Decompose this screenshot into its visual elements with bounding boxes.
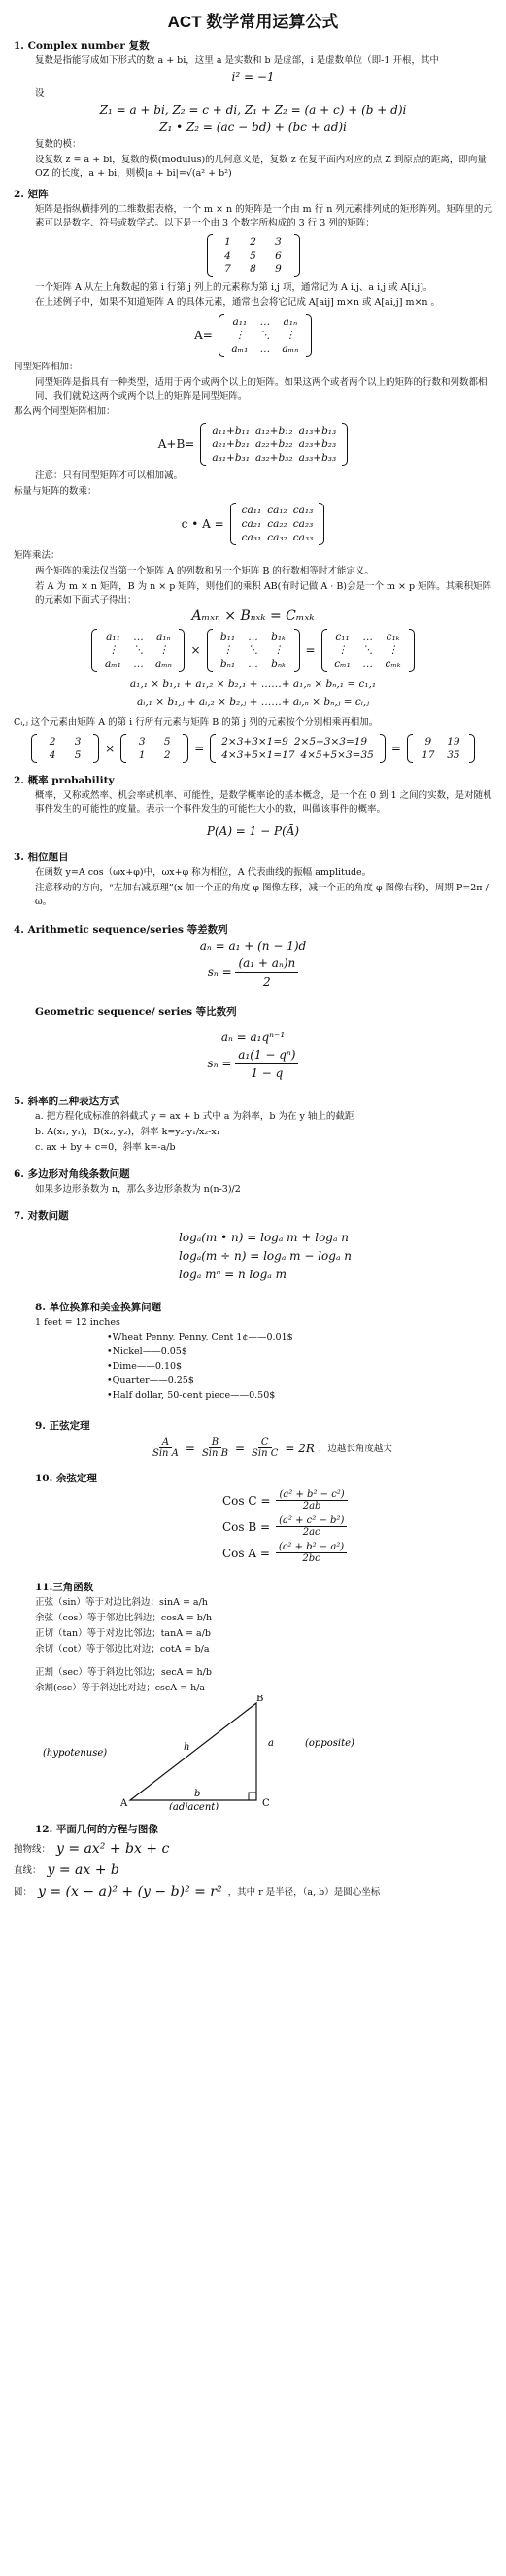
eq-cij: aᵢ,₁ × b₁,ⱼ + aᵢ,₂ × b₂,ⱼ + ……+ aᵢ,ₙ × bₙ,ⱼ = cᵢ,ⱼ — [136, 696, 370, 708]
matrix-cell: 3 — [275, 236, 282, 248]
sines-b: B — [209, 1437, 221, 1448]
sines-a: A — [159, 1437, 172, 1448]
eq-geo-sn — [14, 1046, 492, 1082]
equals-symbol-2: = — [194, 742, 205, 755]
sines-sin-b: Sin B — [201, 1448, 228, 1459]
bracket-right — [342, 423, 348, 466]
times-symbol-2: × — [105, 742, 116, 755]
money-item: •Half dollar, 50-cent piece——0.50$ — [107, 1390, 276, 1401]
matrix-cell: ⋮ — [337, 644, 348, 656]
section-probability-heading: 2. 概率 probability — [14, 775, 115, 786]
matrix-row — [100, 657, 176, 671]
matrix-cell: … — [259, 316, 271, 328]
arith-sn-den: 2 — [263, 975, 271, 989]
vertex-c: C — [262, 1798, 270, 1809]
equals-symbol-3: = — [390, 742, 401, 755]
matrix-cell: ⋱ — [133, 644, 144, 656]
matrix-cell: 2 — [163, 749, 171, 761]
matrix-mult-text1: 两个矩阵的乘法仅当第一个矩阵 A 的列数和另一个矩阵 B 的行数相等时才能定义。 — [35, 566, 374, 576]
matrix-row — [227, 342, 303, 356]
matrix-cell: 3 — [138, 736, 146, 748]
cos-c-label: Cos C = — [222, 1493, 271, 1508]
example-right — [120, 734, 188, 763]
matrix-cell: 9 — [424, 736, 432, 748]
matrix-cell: 19 — [447, 736, 460, 748]
circle-label: 圆： — [14, 1887, 33, 1897]
matrix-row — [227, 315, 303, 329]
matrix-cell: ⋮ — [273, 644, 284, 656]
section-geometric-heading: Geometric sequence/ series 等比数列 — [35, 1006, 237, 1018]
matrix-cell: c₁ₖ — [386, 631, 400, 643]
matrix-cell: 4×3+5×1=17 — [221, 749, 295, 761]
side-b: b — [194, 1789, 201, 1799]
matrix-mult-text2: 若 A 为 m × n 矩阵，B 为 n × p 矩阵，则他们的乘积 AB(有时记做 A · B)会是一个 m × p 矩阵。其乘积矩阵的元素如下面式子得出： — [35, 581, 492, 606]
matrix-cell: 2×3+3×1=9 — [221, 736, 288, 748]
bracket-right — [294, 629, 300, 672]
eq-parabola: y = ax² + bx + c — [56, 1841, 170, 1857]
matrix-ab-label: A+B= — [157, 437, 195, 451]
eq-arith-sn — [14, 955, 492, 991]
matrix-mult-title: 矩阵乘法： — [14, 550, 60, 561]
section-trig-heading: 11.三角函数 — [35, 1582, 94, 1593]
example-left — [31, 734, 99, 763]
trig-cot: 余切（cot）等于邻边比对边；cotA = b/a — [35, 1644, 210, 1654]
times-symbol: × — [190, 644, 201, 657]
probability-text: 概率，又称或然率、机会率或机率、可能性，是数学概率论的基本概念，是一个在 0 到 1 之间的实数，是对随机事件发生的可能性的度量。表示一个事件发生的可能性大小的数，叫做该事件的概率。 — [35, 790, 492, 815]
matrix-a-general — [14, 314, 492, 357]
matrix-cell: … — [362, 658, 373, 670]
matrix-cell: 7 — [224, 263, 231, 275]
bracket-right — [469, 734, 475, 763]
matrix-cell: a₁ₙ — [283, 316, 298, 328]
sines-c: C — [258, 1437, 272, 1448]
equals-symbol: = — [305, 644, 316, 657]
sines-2r: = 2R — [285, 1441, 315, 1455]
matrix-cell: ⋱ — [362, 644, 373, 656]
matrix-row — [219, 735, 377, 748]
cos-b-label: Cos B = — [222, 1519, 271, 1534]
matrix-row — [100, 644, 176, 657]
eq-sign: = — [234, 1441, 246, 1455]
section-polygon-heading: 6. 多边形对角线条数问题 — [14, 1168, 130, 1180]
matrix-body — [126, 734, 183, 763]
matrix-cell: 17 — [422, 749, 435, 761]
eq-sign: = — [185, 1441, 195, 1455]
matrix-cell: cₘₖ — [385, 658, 401, 670]
circle-note: ，其中 r 是半径，（a, b）是圆心坐标 — [227, 1887, 381, 1897]
bracket-right — [409, 629, 415, 672]
log-equations — [14, 1229, 492, 1284]
geo-sn-den: 1 − q — [251, 1066, 284, 1080]
matrix-numeric-example — [14, 734, 492, 763]
geo-sn-frac — [235, 1046, 298, 1082]
matrix-ca-label: c • A = — [181, 517, 224, 531]
matrix-cell: 2 — [250, 236, 256, 248]
matrix-cell: bₙₖ — [271, 658, 286, 670]
matrix-a-label: A= — [194, 329, 213, 342]
matrix-row — [416, 735, 466, 748]
money-item: •Nickel——0.05$ — [107, 1346, 187, 1357]
eq-parabola-row — [14, 1840, 492, 1858]
matrix-cell: 35 — [447, 749, 460, 761]
slope-c: c. ax + by + c=0，斜率 k=-a/b — [35, 1142, 176, 1153]
matrix-body — [97, 629, 179, 672]
vertex-b: B — [256, 1695, 264, 1704]
example-mid — [210, 734, 386, 763]
matrix-row — [219, 748, 377, 762]
matrix-cell: ca₃₂ — [267, 532, 287, 543]
section-geometry-heading: 12. 平面几何的方程与图像 — [35, 1824, 158, 1835]
matrix-product-general — [14, 629, 492, 672]
bracket-right — [294, 234, 300, 277]
matrix-a — [219, 314, 312, 357]
matrix-row — [129, 735, 180, 748]
label-opposite: (opposite) — [305, 1738, 354, 1749]
matrix-cell: ⋱ — [259, 330, 271, 341]
matrix-row — [216, 235, 291, 249]
bracket-right — [319, 503, 324, 545]
matrix-row — [100, 630, 176, 644]
matrix-row — [216, 249, 291, 262]
matrix-cell: aₘ₁ — [104, 658, 121, 670]
eq-line: y = ax + b — [47, 1862, 119, 1878]
matrix-notation-text: 在上述例子中，如果不知道矩阵 A 的具体元素，通常也会将它记成 A[aij] m×n 或 A[ai,j] m×n 。 — [35, 297, 441, 308]
matrix-cell: 6 — [275, 250, 282, 261]
matrix-body — [224, 314, 306, 357]
matrix-product-right — [321, 629, 415, 672]
eq-cos-c — [222, 1489, 492, 1512]
eq-geo-an: aₙ = a₁qⁿ⁻¹ — [220, 1030, 286, 1044]
matrix-row — [216, 644, 291, 657]
matrix-a-plus-b — [14, 423, 492, 466]
line-label: 直线： — [14, 1865, 42, 1876]
slope-a: a. 把方程化成标准的斜截式 y = ax + b 式中 a 为斜率，b 为在 y 轴上的截距 — [35, 1111, 354, 1122]
matrix-cell: 1 — [224, 236, 231, 248]
cos-b-den: 2ac — [302, 1527, 320, 1538]
matrix-cell: … — [248, 658, 258, 670]
matrix-cell: 5 — [74, 749, 82, 761]
matrix-cell: a₁₁ — [106, 631, 120, 643]
eq-log-product: logₐ(m • n) = logₐ m + logₐ n — [179, 1231, 350, 1244]
matrix-cell: 2 — [49, 736, 56, 748]
matrix-cell: b₁ₖ — [271, 631, 286, 643]
complex-let: 设 — [35, 88, 45, 99]
bracket-right — [183, 734, 188, 763]
bracket-right — [93, 734, 99, 763]
matrix-body — [213, 629, 294, 672]
matrix-123 — [14, 234, 492, 277]
matrix-cell: a₃₃+b₃₃ — [298, 452, 337, 464]
trig-csc: 余割(csc）等于斜边比对边；cscA = h/a — [35, 1683, 206, 1693]
matrix-body — [236, 503, 320, 545]
matrix-body — [413, 734, 469, 763]
matrix-cell: ⋮ — [388, 644, 398, 656]
money-list — [14, 1330, 492, 1403]
section-arithmetic-heading: 4. Arithmetic sequence/series 等差数列 — [14, 924, 228, 936]
matrix-cell: a₁₁ — [232, 316, 248, 328]
matrix-body — [216, 734, 380, 763]
trig-list — [14, 1596, 492, 1656]
matrix-cell: a₂₂+b₂₂ — [254, 438, 293, 450]
matrix-row — [330, 657, 406, 671]
matrix-product-left — [91, 629, 185, 672]
units-feet: 1 feet = 12 inches — [35, 1317, 120, 1328]
matrix-cell: 4 — [224, 250, 231, 261]
side-a: a — [268, 1738, 274, 1749]
matrix-cell: 2×5+3×3=19 — [293, 736, 368, 748]
money-item: •Dime——0.10$ — [107, 1361, 183, 1372]
cos-a-den: 2bc — [302, 1553, 320, 1564]
example-result — [407, 734, 475, 763]
matrix-cell: ⋱ — [248, 644, 258, 656]
complex-intro: 复数是指能写成如下形式的数 a + bi，这里 a 是实数和 b 是虚部，i 是虚数单位（即-1 开根，其中 — [35, 55, 439, 66]
matrix-intro: 矩阵是指纵横排列的二维数据表格，一个 m × n 的矩阵是一个由 m 行 n 列元素排列成的矩形阵列。矩阵里的元素可以是数字、符号或数学式。以下是一个由 3 个数字所构成的 3 行 3 列的矩阵： — [35, 204, 492, 228]
matrix-cell: ca₃₃ — [292, 532, 314, 543]
matrix-body — [213, 234, 294, 277]
matrix-same-type-title: 同型矩阵相加： — [14, 362, 79, 372]
bracket-right — [179, 629, 185, 672]
matrix-body — [37, 734, 93, 763]
trig-tan: 正切（tan）等于对边比邻边；tanA = a/b — [35, 1628, 212, 1639]
matrix-cell: ca₂₂ — [267, 518, 287, 530]
matrix-cell: a₁₂+b₁₂ — [254, 425, 293, 436]
slope-b: b. A(x₁, y₁)，B(x₂, y₂)，斜率 k=y₂-y₁/x₂-x₁ — [35, 1127, 220, 1137]
polygon-text: 如果多边形条数为 n，那么多边形条数为 n(n-3)/2 — [35, 1184, 241, 1195]
matrix-cell: ⋮ — [285, 330, 296, 341]
cos-a-frac — [276, 1542, 347, 1564]
matrix-cell: aₘₙ — [154, 658, 172, 670]
matrix-cell: ca₁₂ — [267, 505, 287, 516]
eq-arith-an: aₙ = a₁ + (n − 1)d — [199, 939, 307, 953]
matrix-cell: ⋮ — [234, 330, 246, 341]
sines-sin-a: Sin A — [152, 1448, 179, 1459]
matrix-cell: aₘ₁ — [231, 343, 249, 355]
matrix-same-type-text: 同型矩阵是指具有一种类型，适用于两个或两个以上的矩阵。如果这两个或者两个以上的矩阵的行数和列数都相同，我们就说这两个或两个以上的矩阵是同型矩阵。 — [35, 377, 488, 401]
right-angle-mark — [249, 1793, 256, 1800]
matrix-cell: 4×5+5×3=35 — [300, 749, 374, 761]
sines-sin-c: Sin C — [252, 1448, 279, 1459]
sines-frac-c — [249, 1437, 281, 1459]
matrix-cell: 9 — [275, 263, 282, 275]
matrix-cell: … — [133, 658, 144, 670]
eq-cos-a — [222, 1542, 492, 1564]
label-adjacent: (adjacent) — [169, 1802, 219, 1810]
matrix-row — [239, 504, 317, 517]
matrix-row — [40, 748, 90, 762]
section-matrix-heading: 2. 矩阵 — [14, 189, 49, 200]
money-item: •Wheat Penny, Penny, Cent 1¢——0.01$ — [107, 1332, 293, 1342]
matrix-cell: 3 — [74, 736, 82, 748]
matrix-cell: … — [259, 343, 271, 355]
trig-list-2 — [14, 1666, 492, 1695]
page-title: ACT 数学常用运算公式 — [167, 13, 339, 31]
complex-modulus-title: 复数的模： — [35, 139, 82, 150]
matrix-ca — [230, 503, 325, 545]
matrix-cell: a₃₁+b₃₁ — [212, 452, 250, 464]
eq-log-power: logₐ mⁿ = n logₐ m — [179, 1268, 287, 1281]
matrix-cell: 1 — [138, 749, 146, 761]
matrix-row — [330, 630, 406, 644]
trig-sec: 正割（sec）等于斜边比邻边；secA = h/b — [35, 1667, 212, 1678]
matrix-cell: c₁₁ — [335, 631, 350, 643]
cos-b-frac — [276, 1515, 347, 1538]
matrix-cell: … — [133, 631, 144, 643]
phase-text1: 在函数 y=A cos（ωx+φ)中，ωx+φ 称为相位，A 代表曲线的振幅 amplitude。 — [35, 867, 372, 878]
matrix-element-text: 一个矩阵 A 从左上角数起的第 i 行第 j 列上的元素称为第 i,j 项，通常记为 A i,j、a i,j 或 A[i,j]。 — [35, 282, 433, 293]
arith-sn-frac — [235, 955, 298, 991]
section-units-heading: 8. 单位换算和美金换算问题 — [35, 1302, 162, 1313]
matrix-cell: ca₂₃ — [292, 518, 314, 530]
matrix-add-title: 那么两个同型矩阵相加： — [14, 406, 116, 417]
phase-text2: 注意移动的方向，“左加右减原理”(x 加一个正的角度 φ 图像左移，减一个正的角度 φ 图像右移)，周期 P=2π / ω。 — [35, 883, 489, 907]
matrix-cell: ⋮ — [108, 644, 118, 656]
matrix-row — [209, 437, 339, 451]
matrix-row — [209, 451, 339, 465]
eq-log-quotient: logₐ(m ÷ n) = logₐ m − logₐ n — [179, 1249, 353, 1263]
eq-circle: y = (x − a)² + (y − b)² = r² — [38, 1884, 222, 1899]
matrix-cell: b₁₁ — [219, 631, 236, 643]
bracket-right — [380, 734, 386, 763]
matrix-cell: ca₁₁ — [241, 505, 262, 516]
matrix-row — [330, 644, 406, 657]
arith-sn-lhs: sₙ = — [207, 965, 232, 979]
cos-a-num: (c² + b² − a²) — [276, 1542, 347, 1553]
matrix-cell: ca₁₃ — [292, 505, 314, 516]
section-log-heading: 7. 对数问题 — [14, 1210, 69, 1222]
side-h: h — [184, 1742, 190, 1753]
matrix-cell: 4 — [49, 749, 56, 761]
matrix-cell: ⋮ — [158, 644, 169, 656]
eq-circle-row — [14, 1883, 492, 1900]
matrix-product-mid — [207, 629, 300, 672]
cos-c-den: 2ab — [302, 1501, 321, 1512]
sines-frac-a — [150, 1437, 182, 1459]
matrix-row — [209, 424, 339, 437]
matrix-cell: a₁₁+b₁₁ — [212, 425, 250, 436]
right-triangle-diagram — [14, 1695, 492, 1810]
matrix-cell: … — [248, 631, 258, 643]
triangle-svg — [14, 1695, 492, 1810]
matrix-row — [239, 531, 317, 544]
matrix-row — [239, 517, 317, 531]
geo-sn-lhs: sₙ = — [207, 1057, 232, 1070]
matrix-cell: aₘₙ — [282, 343, 299, 355]
matrix-cell: 8 — [250, 263, 256, 275]
matrix-cell: … — [362, 631, 373, 643]
section-complex-heading: 1. Complex number 复数 — [14, 40, 150, 52]
matrix-scalar-title: 标量与矩阵的数乘： — [14, 486, 97, 497]
section-cosines-heading: 10. 余弦定理 — [35, 1473, 97, 1484]
matrix-row — [40, 735, 90, 748]
matrix-row — [216, 262, 291, 276]
matrix-cell: ca₂₁ — [241, 518, 262, 530]
parabola-label: 抛物线： — [14, 1844, 51, 1855]
matrix-cell: a₂₃+b₂₃ — [298, 438, 337, 450]
trig-cos: 余弦（cos）等于邻边比斜边；cosA = b/h — [35, 1613, 213, 1623]
matrix-scalar — [14, 503, 492, 545]
section-sines-heading: 9. 正弦定理 — [35, 1420, 90, 1432]
cos-b-num: (a² + c² − b²) — [276, 1515, 347, 1527]
matrix-body — [206, 423, 342, 466]
section-phase-heading: 3. 相位题目 — [14, 852, 69, 863]
matrix-cij-explain: Cᵢ,ⱼ 这个元素由矩阵 A 的第 i 行所有元素与矩阵 B 的第 j 列的元素按个分别相乘再相加。 — [14, 717, 379, 728]
sines-note: ，边越长角度越大 — [318, 1443, 392, 1454]
matrix-cell: cₘ₁ — [334, 658, 351, 670]
matrix-row — [216, 657, 291, 671]
matrix-cell: a₂₁+b₂₁ — [212, 438, 250, 450]
matrix-cell: ⋮ — [222, 644, 233, 656]
eq-c11: a₁,₁ × b₁,₁ + a₁,₂ × b₂,₁ + ……+ a₁,ₙ × bₙ,₁ = c₁,₁ — [129, 679, 377, 690]
matrix-row — [216, 630, 291, 644]
eq-i-squared: i² = −1 — [231, 70, 275, 84]
triangle-shape — [130, 1703, 256, 1800]
arith-sn-num: (a₁ + aₙ)n — [235, 955, 298, 973]
eq-complex-add: Z₁ = a + bi, Z₂ = c + di, Z₁ + Z₂ = (a + c) + (b + d)i — [99, 103, 407, 117]
complex-modulus-text: 设复数 z = a + bi，复数的模(modulus)的几何意义是，复数 z 在复平面内对应的点 Z 到原点的距离，即向量 OZ 的长度，a + bi，则模|a + bi|=√(a² + b²) — [35, 155, 487, 179]
cos-c-frac — [276, 1489, 347, 1512]
eq-law-of-sines — [14, 1437, 492, 1459]
matrix-row — [416, 748, 466, 762]
matrix-cell: a₃₂+b₃₂ — [254, 452, 293, 464]
matrix-cell: 5 — [163, 736, 171, 748]
matrix-cell: bₙ₁ — [219, 658, 236, 670]
sines-frac-b — [199, 1437, 231, 1459]
section-slope-heading: 5. 斜率的三种表达方式 — [14, 1096, 120, 1107]
matrix-example-3x3 — [207, 234, 300, 277]
label-hypotenuse: (hypotenuse) — [43, 1748, 108, 1758]
matrix-cell: a₁₃+b₁₃ — [298, 425, 337, 436]
eq-line-row — [14, 1862, 492, 1879]
matrix-row — [129, 748, 180, 762]
vertex-a: A — [120, 1798, 128, 1809]
eq-complex-mul: Z₁ • Z₂ = (ac − bd) + (bc + ad)i — [159, 121, 347, 134]
matrix-cell: a₁ₙ — [156, 631, 171, 643]
matrix-note: 注意：只有同型矩阵才可以相加减。 — [35, 470, 184, 481]
matrix-cell: ca₃₁ — [241, 532, 262, 543]
cos-c-num: (a² + b² − c²) — [276, 1489, 347, 1501]
matrix-body — [327, 629, 409, 672]
eq-matrix-product: Aₘₓₙ × Bₙₓₖ = Cₘₓₖ — [191, 609, 315, 624]
matrix-cell: 5 — [250, 250, 256, 261]
matrix-ab — [200, 423, 348, 466]
trig-sin: 正弦（sin）等于对边比斜边；sinA = a/h — [35, 1597, 208, 1608]
money-item: •Quarter——0.25$ — [107, 1375, 194, 1386]
bracket-right — [306, 314, 312, 357]
eq-probability: P(A) = 1 − P(Ā) — [206, 824, 300, 838]
eq-cos-b — [222, 1515, 492, 1538]
cosines-equations — [14, 1489, 492, 1564]
cos-a-label: Cos A = — [222, 1546, 270, 1560]
matrix-row — [227, 329, 303, 342]
geo-sn-num: a₁(1 − qⁿ) — [235, 1046, 298, 1064]
